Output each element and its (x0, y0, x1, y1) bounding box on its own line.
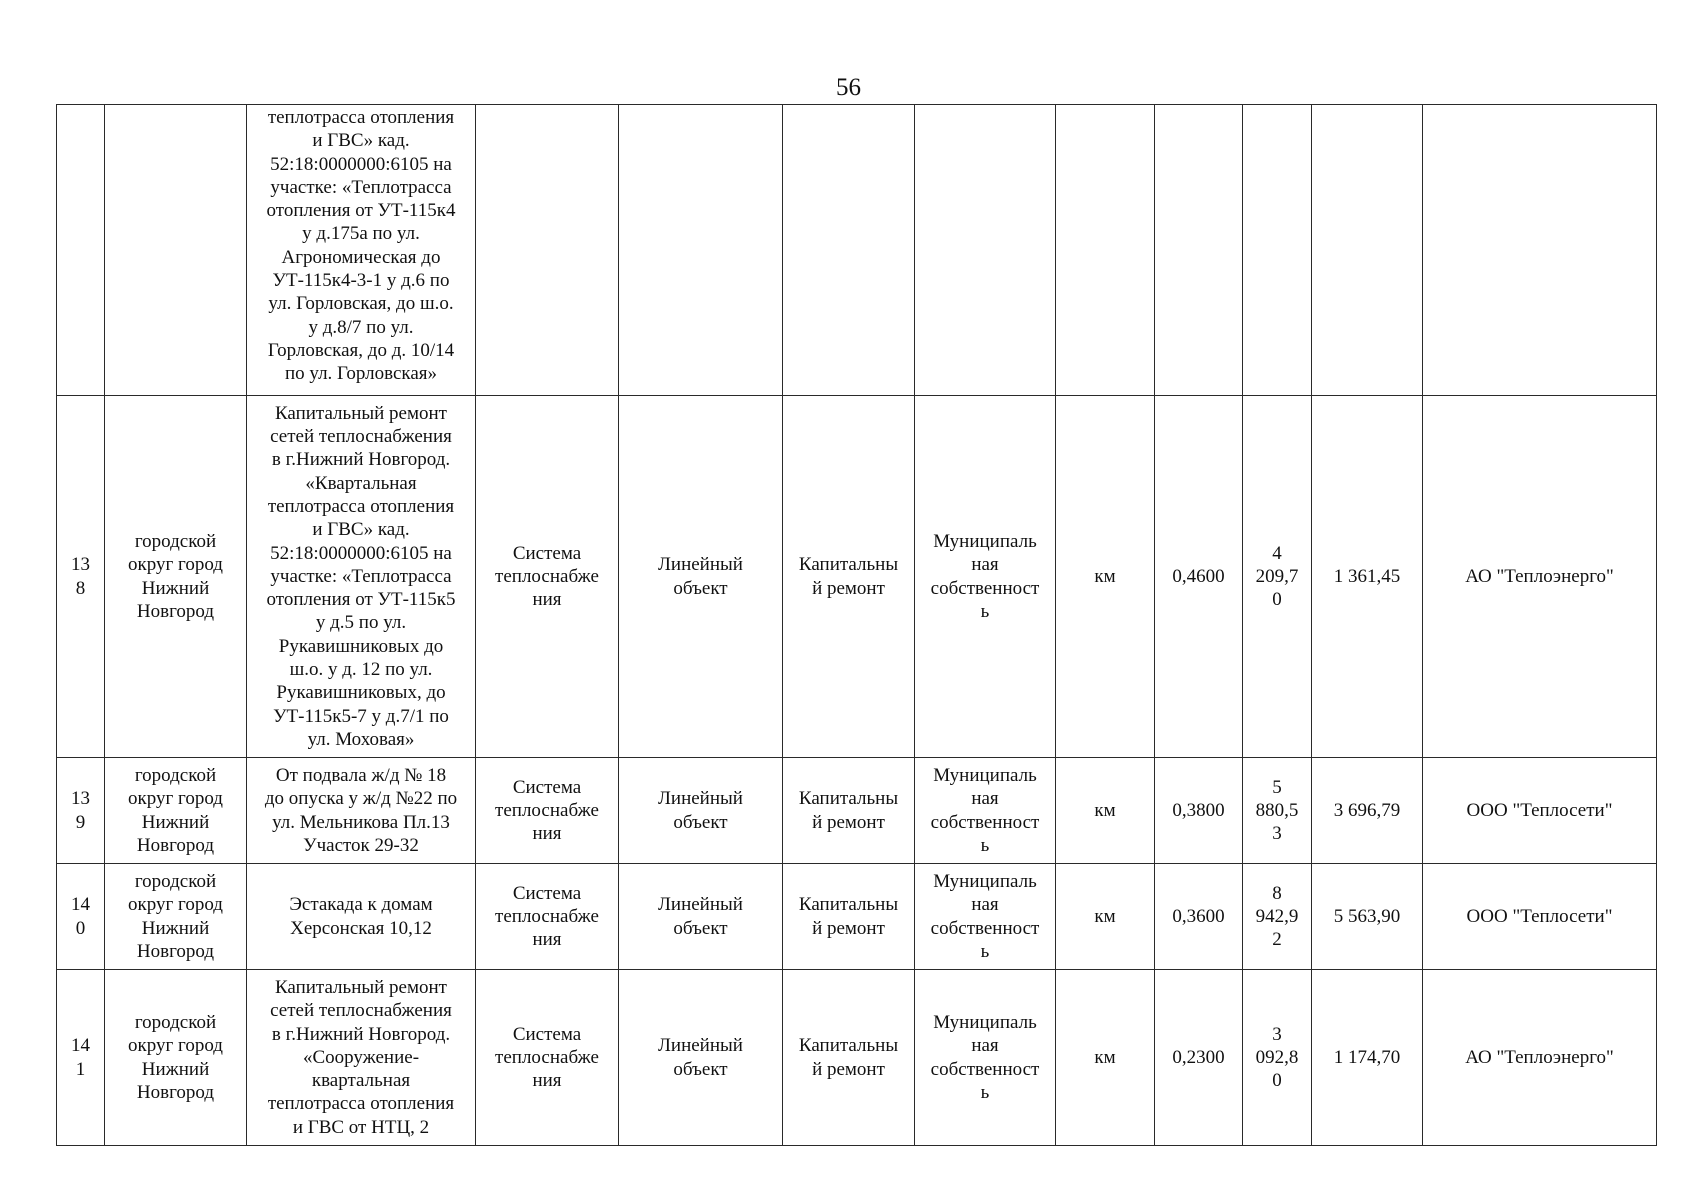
cell-number: 13 8 (57, 396, 105, 758)
cell-organization (1423, 105, 1657, 396)
cell-number: 14 0 (57, 864, 105, 970)
cell-municipality: городской округ город Нижний Новгород (105, 758, 247, 864)
cell-work-type (783, 105, 915, 396)
cell-object-name: теплотрасса отопления и ГВС» кад. 52:18:0000000:6105 на участке: «Теплотрасса отопления от УТ-115к4 у д.175а по ул. Агрономическая до УТ-115к4-3-1 у д.6 по ул. Горловская, до ш.о. у д.8/7 по ул. Горловская, до д. 10/14 по ул. Горловская» (247, 105, 476, 396)
cell-municipality: городской округ город Нижний Новгород (105, 396, 247, 758)
cell-cost: 4 209,7 0 (1243, 396, 1312, 758)
cell-ownership: Муниципаль ная собственност ь (915, 758, 1056, 864)
cell-system: Система теплоснабже ния (476, 864, 619, 970)
cell-organization: АО "Теплоэнерго" (1423, 970, 1657, 1146)
cell-system: Система теплоснабже ния (476, 758, 619, 864)
cell-unit: км (1056, 758, 1155, 864)
cell-system: Система теплоснабже ния (476, 970, 619, 1146)
cell-ownership: Муниципаль ная собственност ь (915, 970, 1056, 1146)
table-row (57, 970, 1657, 1146)
cell-length: 0,4600 (1155, 396, 1243, 758)
cell-object-type: Линейный объект (619, 396, 783, 758)
cell-ownership: Муниципаль ная собственност ь (915, 396, 1056, 758)
cell-number: 13 9 (57, 758, 105, 864)
cell-number: 14 1 (57, 970, 105, 1146)
cell-ownership (915, 105, 1056, 396)
cell-cost: 8 942,9 2 (1243, 864, 1312, 970)
table-row (57, 864, 1657, 970)
cell-length: 0,3600 (1155, 864, 1243, 970)
table-row (57, 758, 1657, 864)
cell-length: 0,3800 (1155, 758, 1243, 864)
cell-object-name: Капитальный ремонт сетей теплоснабжения в г.Нижний Новгород. «Квартальная теплотрасса отопления и ГВС» кад. 52:18:0000000:6105 на участке: «Теплотрасса отопления от УТ-115к5 у д.5 по ул. Рукавишниковых до ш.о. у д. 12 по ул. Рукавишниковых, до УТ-115к5-7 у д.7/1 по ул. Моховая» (247, 396, 476, 758)
page-number: 56 (836, 74, 861, 101)
cell-object-name: Капитальный ремонт сетей теплоснабжения в г.Нижний Новгород. «Сооружение- квартальная теплотрасса отопления и ГВС от НТЦ, 2 (247, 970, 476, 1146)
cell-object-type: Линейный объект (619, 864, 783, 970)
cell-cost-2: 1 174,70 (1312, 970, 1423, 1146)
cell-work-type: Капитальны й ремонт (783, 396, 915, 758)
cell-cost-2 (1312, 105, 1423, 396)
cell-cost-2: 5 563,90 (1312, 864, 1423, 970)
cell-municipality: городской округ город Нижний Новгород (105, 970, 247, 1146)
cell-work-type: Капитальны й ремонт (783, 970, 915, 1146)
cell-municipality (105, 105, 247, 396)
cell-ownership: Муниципаль ная собственност ь (915, 864, 1056, 970)
cell-cost: 3 092,8 0 (1243, 970, 1312, 1146)
cell-length: 0,2300 (1155, 970, 1243, 1146)
cell-work-type: Капитальны й ремонт (783, 864, 915, 970)
cell-unit: км (1056, 864, 1155, 970)
cell-organization: ООО "Теплосети" (1423, 758, 1657, 864)
cell-cost-2: 1 361,45 (1312, 396, 1423, 758)
cell-cost (1243, 105, 1312, 396)
cell-unit (1056, 105, 1155, 396)
cell-work-type: Капитальны й ремонт (783, 758, 915, 864)
cell-organization: АО "Теплоэнерго" (1423, 396, 1657, 758)
cell-unit: км (1056, 396, 1155, 758)
cell-number (57, 105, 105, 396)
cell-length (1155, 105, 1243, 396)
cell-object-type (619, 105, 783, 396)
cell-unit: км (1056, 970, 1155, 1146)
cell-object-name: От подвала ж/д № 18 до опуска у ж/д №22 по ул. Мельникова Пл.13 Участок 29-32 (247, 758, 476, 864)
cell-cost-2: 3 696,79 (1312, 758, 1423, 864)
cell-system: Система теплоснабже ния (476, 396, 619, 758)
works-table (56, 104, 1657, 1146)
cell-organization: ООО "Теплосети" (1423, 864, 1657, 970)
cell-municipality: городской округ город Нижний Новгород (105, 864, 247, 970)
cell-system (476, 105, 619, 396)
cell-object-type: Линейный объект (619, 758, 783, 864)
table-row (57, 396, 1657, 758)
cell-object-name: Эстакада к домам Херсонская 10,12 (247, 864, 476, 970)
table-row (57, 105, 1657, 396)
cell-cost: 5 880,5 3 (1243, 758, 1312, 864)
cell-object-type: Линейный объект (619, 970, 783, 1146)
